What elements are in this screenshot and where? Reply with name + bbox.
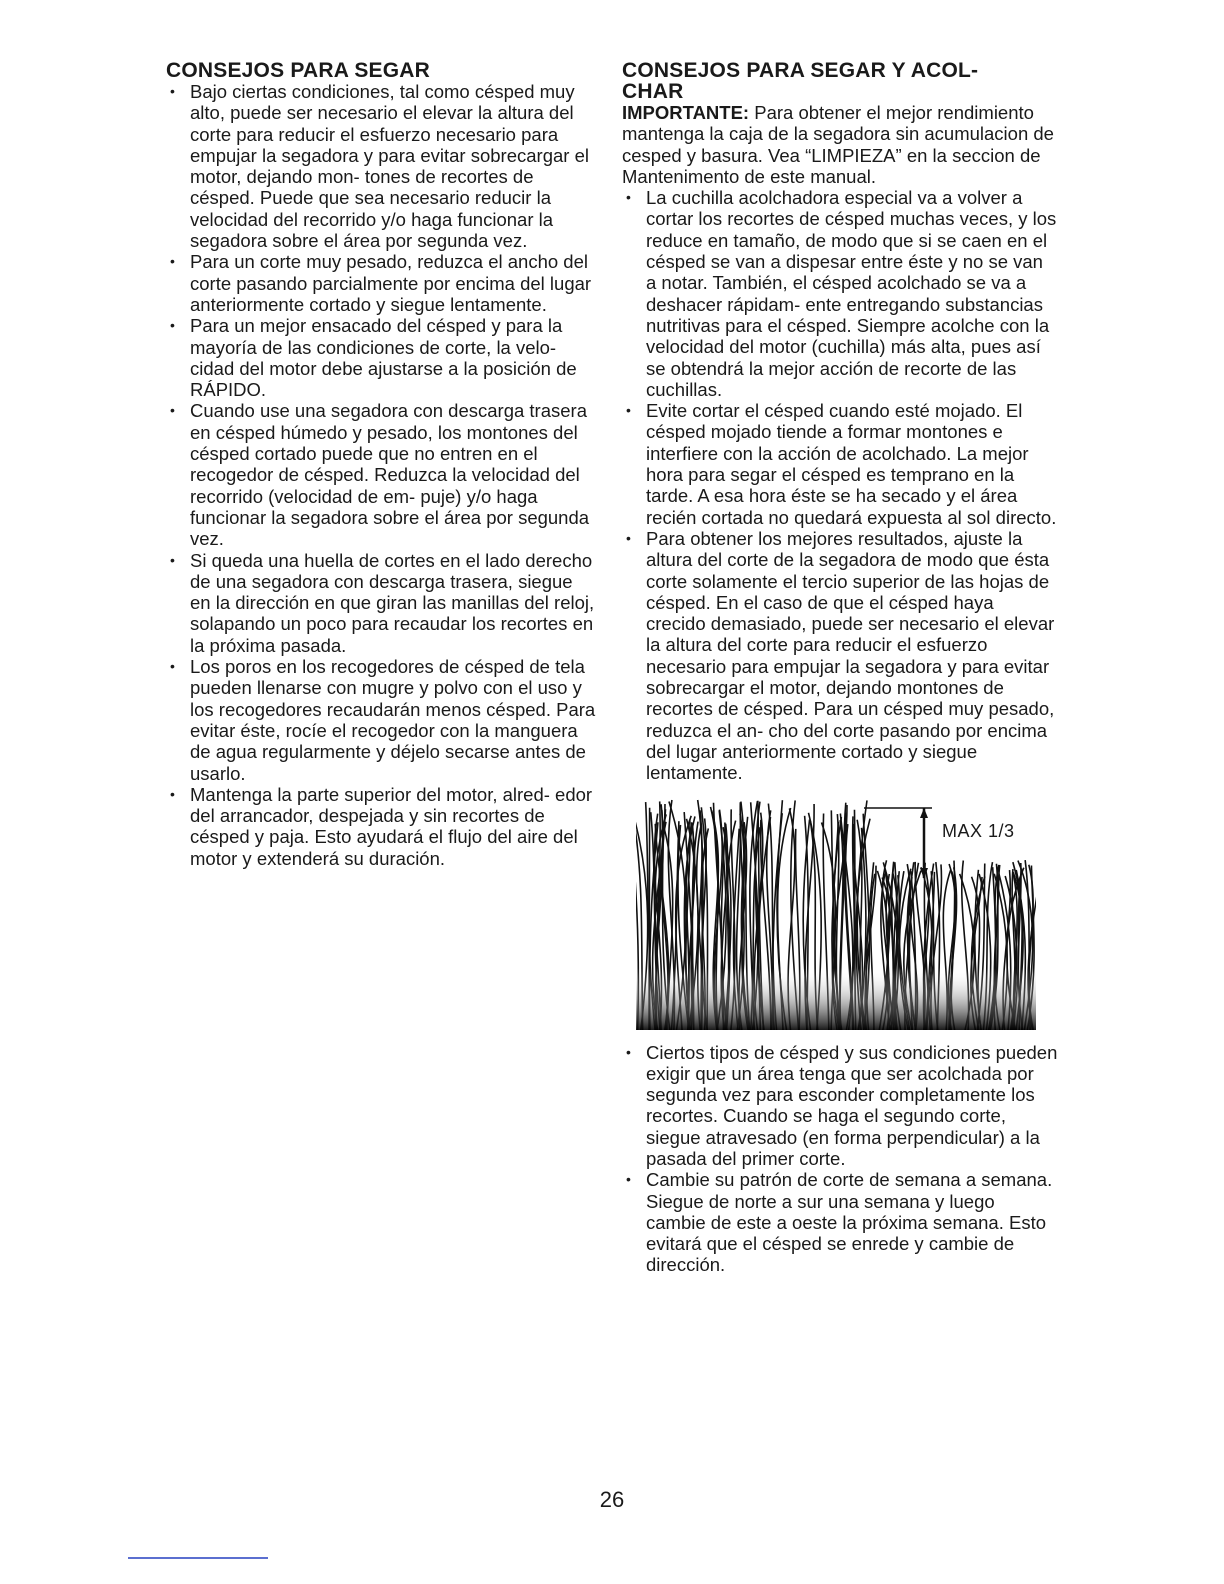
section-heading-mowing-tips: CONSEJOS PARA SEGAR (166, 59, 431, 82)
important-label: IMPORTANTE: (622, 102, 750, 123)
section-heading-mulching-tips: CONSEJOS PARA SEGAR Y ACOL- CHAR (622, 59, 979, 103)
important-note (622, 102, 1058, 187)
bullet-icon: • (170, 253, 175, 270)
right-column (622, 60, 1058, 1276)
bullet-icon: • (626, 1171, 631, 1188)
page-number: 26 (599, 1487, 625, 1512)
left-column (166, 60, 598, 869)
divider (128, 1557, 268, 1559)
list-item: • La cuchilla acolchadora especial va a volver a cortar los recortes de césped muchas veces, y los reduce en tamaño, de modo que si se caen en el césped se van a dispesar entre éste y no se van a notar. También, el césped acolchado se va a deshacer rápidam- ente entregando substancias nutritivas para el césped. Siempre acolche con la velocidad del motor (cuchilla) más alta, pues así se obtendrá la mejor acción de recorte de las cuchillas. (626, 187, 1057, 400)
bullet-icon: • (170, 402, 175, 419)
mulching-tips-list-continued (622, 1042, 1058, 1276)
bullet-icon: • (170, 551, 175, 568)
list-item: • Para un corte muy pesado, reduzca el ancho del corte pasando parcialmente por encima del lugar anteriormente cortado y siegue lentamente. (170, 251, 592, 315)
bullet-icon: • (170, 317, 175, 334)
list-item: • Si queda una huella de cortes en el lado derecho de una segadora con descarga trasera, siegue en la dirección en que giran las manillas del reloj, solapando un poco para recaudar los recortes en la próxima pasada. (170, 549, 595, 656)
list-item: • Cambie su patrón de corte de semana a semana. Siegue de norte a sur una semana y luego cambie de este a oeste la próxima semana. Esto evitará que el césped se enrede y cambie de dirección. (626, 1169, 1053, 1276)
list-item: • Los poros en los recogedores de césped de tela pueden llenarse con mugre y polvo con el uso y los recogedores recaudarán menos césped. Para evitar éste, rocíe el recogedor con la manguera de agua regularmente y déjelo secarse antes de usarlo. (170, 656, 596, 784)
grass-height-illustration (636, 798, 1036, 1030)
list-item: • Bajo ciertas condiciones, tal como césped muy alto, puede ser necesario el elevar la altura del corte para reducir el esfuerzo necesario para empujar la segadora y para evitar sobrecargar el motor, dejando mon- tones de recortes de césped. Puede que sea necesario reducir la velocidad del recorrido y/o haga funcionar la segadora sobre el área por segunda vez. (170, 81, 589, 252)
list-item: • Evite cortar el césped cuando esté mojado. El césped mojado tiende a formar montones e interfiere con la acción de acolchado. La mejor hora para segar el césped es temprano en la tarde. A esa hora éste se ha secado y el área recién cortada no quedará expuesta al sol directo. (626, 400, 1057, 528)
bullet-icon: • (626, 529, 631, 546)
list-item: • Para un mejor ensacado del césped y para la mayoría de las condiciones de corte, la velo- cidad del motor debe ajustarse a la posición de RÁPIDO. (170, 315, 577, 401)
bullet-icon: • (170, 83, 175, 99)
list-item: • Cuando use una segadora con descarga trasera en césped húmedo y pesado, los montones del césped cortado puede que no entren en el recogedor de césped. Reduzca la velocidad del recorrido (velocidad de em- puje) y/o haga funcionar la segadora sobre el área por segunda vez. (170, 400, 590, 550)
important-text: Para obtener el mejor rendimiento mantenga la caja de la segadora sin acumulacion de cesped y basura. Vea “LIMPIEZA” en la seccion de Mantenimento de este manual. (622, 102, 1054, 187)
mulching-tips-list (622, 187, 1058, 783)
bullet-icon: • (626, 1043, 631, 1060)
list-item: • Mantenga la parte superior del motor, alred- edor del arrancador, despejada y sin recortes de césped y paja. Esto ayudará el flujo del aire del motor y extenderá su duración. (170, 783, 593, 869)
bullet-icon: • (170, 658, 175, 675)
bullet-icon: • (626, 189, 631, 206)
mowing-tips-list (166, 81, 598, 869)
list-item: • Ciertos tipos de césped y sus condiciones pueden exigir que un área tenga que ser acolchada por segunda vez para esconder completamente los recortes. Cuando se haga el segundo corte, siegue atravesado (en forma perpendicular) a la pasada del primer corte. (626, 1041, 1058, 1169)
bullet-icon: • (170, 785, 175, 802)
max-height-label: MAX 1/3 (942, 820, 1015, 841)
bullet-icon: • (626, 402, 631, 419)
list-item: • Para obtener los mejores resultados, ajuste la altura del corte de la segadora de modo que ésta corte solamente el tercio superior de las hojas de césped. En el caso de que el césped haya crecido demasiado, puede ser necesario el elevar la altura del corte para reducir el esfuerzo necesario para empujar la segadora y para evitar sobrecargar el motor, dejando montones de recortes de césped. Para un césped muy pesado, reduzca el an- cho del corte pasando por encima del lugar anteriormente cortado y siegue lentamente. (626, 527, 1055, 784)
